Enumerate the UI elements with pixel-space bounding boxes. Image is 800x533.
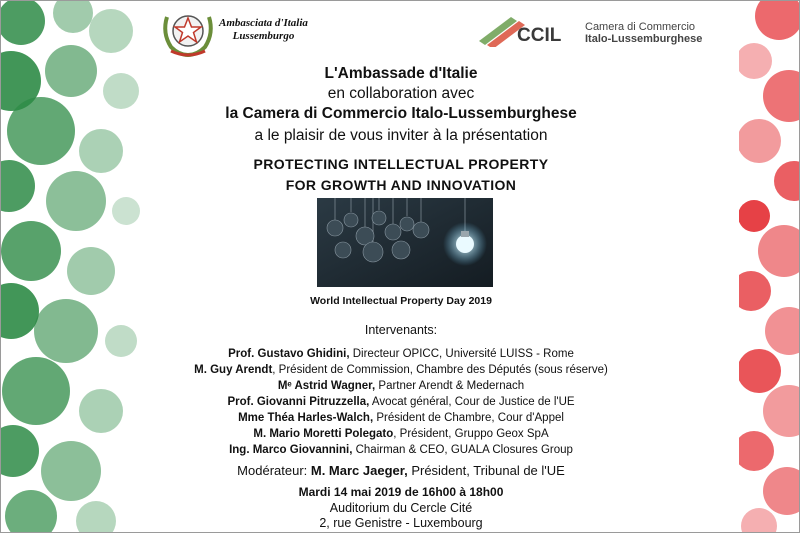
event-date: Mardi 14 mai 2019 de 16h00 à 18h00 xyxy=(298,485,504,499)
speaker-role: Avocat général, Cour de Justice de l'UE xyxy=(369,396,575,408)
speaker-line xyxy=(1,411,800,425)
speaker-role: , Président de Commission, Chambre des Députés (sous réserve) xyxy=(272,364,608,376)
ccil-mark: CCIL xyxy=(517,25,562,46)
speaker-line xyxy=(1,395,800,409)
speaker-role: , Président, Gruppo Geox SpA xyxy=(393,428,549,440)
collaboration-line: en collaboration avec xyxy=(327,85,475,102)
event-title-line1: PROTECTING INTELLECTUAL PROPERTY xyxy=(253,156,549,172)
speaker-role: Partner Arendt & Medernach xyxy=(375,380,525,392)
light-bulbs-image xyxy=(317,198,493,287)
ccil-name xyxy=(585,21,702,45)
speaker-name: Prof. Giovanni Pitruzzella, xyxy=(227,396,370,408)
ccil-line2: Italo-Lussemburghese xyxy=(585,33,703,45)
speaker-name: Ing. Marco Giovannini, xyxy=(229,444,353,456)
embassy-line2: Lussemburgo xyxy=(232,30,295,42)
partner-line: la Camera di Commercio Italo-Lussemburghese xyxy=(225,105,577,122)
moderator-line xyxy=(1,463,800,478)
host-line: L'Ambassade d'Italie xyxy=(324,65,478,82)
ccil-line1: Camera di Commercio xyxy=(585,21,696,33)
invite-line: a le plaisir de vous inviter à la présentation xyxy=(254,127,548,144)
speaker-role: Directeur OPICC, Université LUISS - Rome xyxy=(349,348,574,360)
embassy-line1: Ambasciata d'Italia xyxy=(219,17,308,29)
speaker-line xyxy=(1,363,800,377)
event-title-line2: FOR GROWTH AND INNOVATION xyxy=(285,177,517,193)
speaker-name: Mme Théa Harles-Walch, xyxy=(238,412,374,424)
moderator-label: Modérateur: xyxy=(237,463,311,478)
speaker-name: Mᵉ Astrid Wagner, xyxy=(277,380,376,392)
speaker-name: M. Mario Moretti Polegato xyxy=(253,428,394,440)
speaker-role: Chairman & CEO, GUALA Closures Group xyxy=(352,444,573,456)
speaker-line xyxy=(1,427,800,441)
italian-republic-emblem-icon xyxy=(159,7,217,59)
speaker-line xyxy=(1,347,800,361)
speaker-line xyxy=(1,379,800,393)
event-venue: Auditorium du Cercle Cité xyxy=(329,501,473,515)
speaker-role: Président de Chambre, Cour d'Appel xyxy=(373,412,564,424)
embassy-name xyxy=(219,17,308,43)
speaker-name: M. Guy Arendt xyxy=(194,364,273,376)
moderator-name: M. Marc Jaeger, xyxy=(310,463,408,478)
ccil-logo xyxy=(477,11,577,47)
event-address: 2, rue Genistre - Luxembourg xyxy=(319,516,483,530)
speaker-line xyxy=(1,443,800,457)
speakers-heading: Intervenants: xyxy=(364,323,438,337)
moderator-role: Président, Tribunal de l'UE xyxy=(407,463,565,478)
world-ip-day: World Intellectual Property Day 2019 xyxy=(310,295,492,307)
speaker-name: Prof. Gustavo Ghidini, xyxy=(228,348,350,360)
